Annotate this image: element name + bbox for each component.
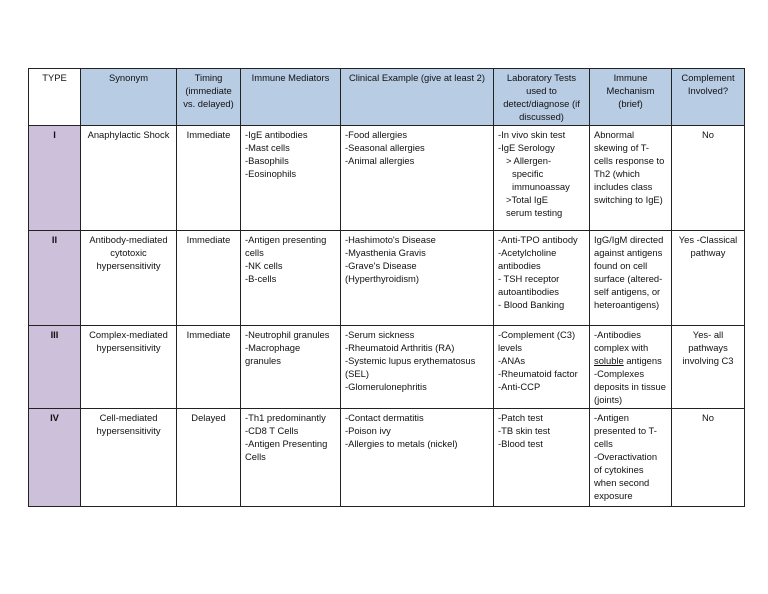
list-item: immunoassay <box>512 181 570 192</box>
mechanism-cell: IgG/IgM directed against antigens found on cell surface (altered-self antigens, or heteroantigens) <box>590 231 672 326</box>
list-item: > Allergen- <box>506 155 552 166</box>
mechanism-cell: Abnormal skewing of T-cells response to Th2 (which includes class switching to IgE) <box>590 126 672 231</box>
mechanism-text: antigens <box>626 355 662 366</box>
mechanism-cell <box>590 409 672 507</box>
list-item: -Macrophage granules <box>245 342 301 366</box>
list-item: -Grave's Disease (Hyperthyroidism) <box>345 260 419 284</box>
list-item: -Patch test <box>498 412 543 423</box>
header-row <box>29 69 745 126</box>
mechanism-cell <box>590 326 672 409</box>
clinical-cell <box>341 126 494 231</box>
list-item: -Th1 predominantly <box>245 412 326 423</box>
list-item: -Serum sickness <box>345 329 415 340</box>
hypersensitivity-table <box>28 68 745 507</box>
list-item: - Blood Banking <box>498 299 565 310</box>
complement-cell: No <box>672 409 745 507</box>
list-item: -B-cells <box>245 273 277 284</box>
list-item: -Neutrophil granules <box>245 329 330 340</box>
clinical-cell <box>341 231 494 326</box>
lab-cell <box>494 126 590 231</box>
header-mechanism: Immune Mechanism (brief) <box>590 69 672 126</box>
list-item: -Basophils <box>245 155 289 166</box>
timing-cell: Immediate <box>177 326 241 409</box>
list-item: -Overactivation of cytokines when second exposure <box>594 451 658 501</box>
list-item: -Blood test <box>498 438 543 449</box>
list-item: -Rheumatoid factor <box>498 368 578 379</box>
list-item: -Mast cells <box>245 142 290 153</box>
table-row <box>29 409 745 507</box>
mediators-cell <box>241 409 341 507</box>
complement-cell: No <box>672 126 745 231</box>
type-cell: IV <box>29 409 81 507</box>
list-item: -IgE antibodies <box>245 129 308 140</box>
list-item: -In vivo skin test <box>498 129 566 140</box>
list-item: >Total IgE <box>506 194 548 205</box>
list-item: -Complement (C3) levels <box>498 329 576 353</box>
clinical-cell <box>341 409 494 507</box>
timing-cell: Immediate <box>177 231 241 326</box>
list-item: -Food allergies <box>345 129 408 140</box>
synonym-cell: Antibody-mediated cytotoxic hypersensitivity <box>81 231 177 326</box>
mechanism-text: -Antibodies complex with <box>594 329 649 353</box>
lab-cell <box>494 231 590 326</box>
list-item: -Antigen presenting cells <box>245 234 327 258</box>
type-cell: II <box>29 231 81 326</box>
type-cell: I <box>29 126 81 231</box>
mediators-cell <box>241 126 341 231</box>
table-row <box>29 126 745 231</box>
header-type: TYPE <box>29 69 81 126</box>
clinical-cell <box>341 326 494 409</box>
list-item: -Acetylcholine antibodies <box>498 247 557 271</box>
list-item: -Poison ivy <box>345 425 391 436</box>
list-item: -Myasthenia Gravis <box>345 247 426 258</box>
header-clinical: Clinical Example (give at least 2) <box>341 69 494 126</box>
lab-cell <box>494 326 590 409</box>
list-item: -IgE Serology <box>498 142 555 153</box>
timing-cell: Immediate <box>177 126 241 231</box>
header-timing: Timing (immediate vs. delayed) <box>177 69 241 126</box>
list-item: -Animal allergies <box>345 155 415 166</box>
list-item: -Antigen Presenting Cells <box>245 438 328 462</box>
table-row <box>29 326 745 409</box>
type-cell: III <box>29 326 81 409</box>
mediators-cell <box>241 326 341 409</box>
list-item: -Allergies to metals (nickel) <box>345 438 458 449</box>
header-complement: Complement Involved? <box>672 69 745 126</box>
lab-cell <box>494 409 590 507</box>
list-item: -Contact dermatitis <box>345 412 424 423</box>
list-item: -Seasonal allergies <box>345 142 425 153</box>
list-item: -Antigen presented to T-cells <box>594 412 657 449</box>
list-item: -TB skin test <box>498 425 551 436</box>
list-item: -Eosinophils <box>245 168 297 179</box>
header-synonym: Synonym <box>81 69 177 126</box>
synonym-cell: Cell-mediated hypersensitivity <box>81 409 177 507</box>
list-item: -ANAs <box>498 355 526 366</box>
complement-cell: Yes- all pathways involving C3 <box>672 326 745 409</box>
list-item: -Anti-TPO antibody <box>498 234 578 245</box>
timing-cell: Delayed <box>177 409 241 507</box>
list-item: -Hashimoto's Disease <box>345 234 436 245</box>
list-item: -Anti-CCP <box>498 381 541 392</box>
table-row <box>29 231 745 326</box>
list-item: -Glomerulonephritis <box>345 381 427 392</box>
mediators-cell <box>241 231 341 326</box>
header-lab: Laboratory Tests used to detect/diagnose (if discussed) <box>494 69 590 126</box>
synonym-cell: Complex-mediated hypersensitivity <box>81 326 177 409</box>
list-item: serum testing <box>506 207 563 218</box>
list-item: - TSH receptor autoantibodies <box>498 273 560 297</box>
list-item: -Systemic lupus erythematosus (SEL) <box>345 355 476 379</box>
list-item: -CD8 T Cells <box>245 425 299 436</box>
header-mediators: Immune Mediators <box>241 69 341 126</box>
list-item: -NK cells <box>245 260 283 271</box>
complement-cell: Yes -Classical pathway <box>672 231 745 326</box>
list-item: -Rheumatoid Arthritis (RA) <box>345 342 455 353</box>
synonym-cell: Anaphylactic Shock <box>81 126 177 231</box>
underlined-word: soluble <box>594 355 624 366</box>
list-item: specific <box>512 168 544 179</box>
mechanism-text: -Complexes deposits in tissue (joints) <box>594 368 666 405</box>
